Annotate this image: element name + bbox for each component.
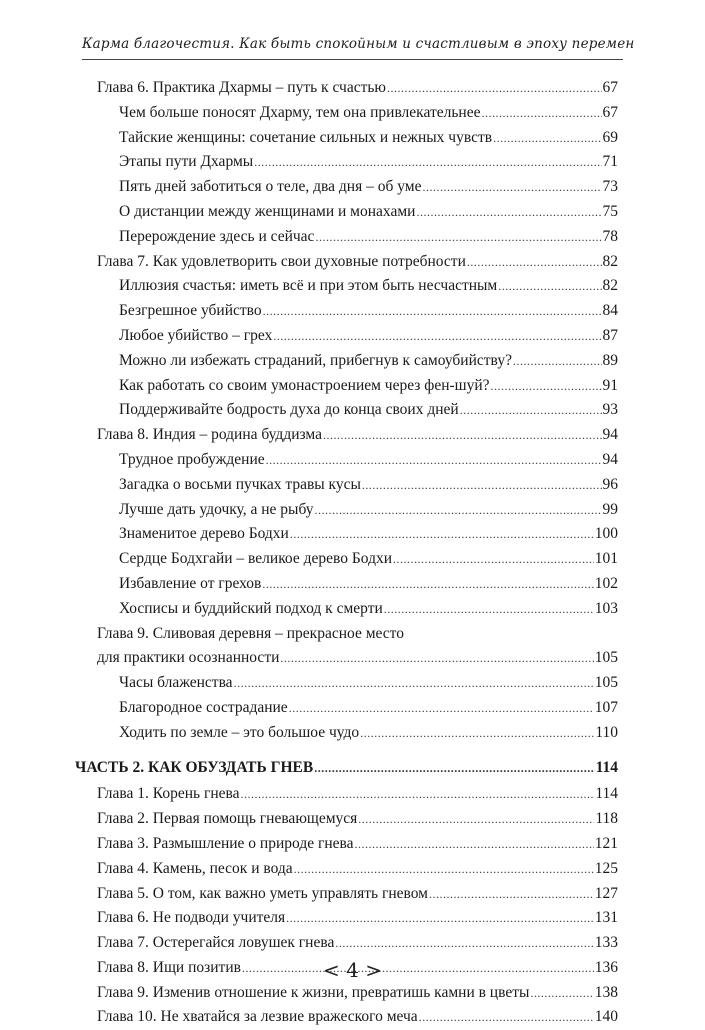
toc-section-entry[interactable] [97,721,618,746]
toc-entry-title: Этапы пути Дхармы [119,153,254,171]
toc-section-entry[interactable] [97,299,618,324]
toc-chapter-entry[interactable] [97,782,618,807]
toc-entry-page: 96 [602,475,618,493]
toc-dot-leader [354,832,593,857]
toc-dot-leader [429,882,594,907]
header-divider [82,59,623,60]
toc-section-entry[interactable] [97,473,618,498]
toc-section-entry[interactable] [97,522,618,547]
toc-entry-page: 118 [595,810,618,828]
toc-entry-page: 136 [594,958,618,976]
toc-entry-page: 67 [602,79,618,96]
toc-section-entry[interactable] [97,696,618,721]
toc-chapter-entry[interactable] [97,622,618,647]
toc-entry-title: Пять дней заботиться о теле, два дня – об уме [119,178,422,196]
toc-entry-page: 67 [602,103,618,121]
toc-entry-title: Поддерживайте бодрость духа до конца своих дней [119,401,459,419]
toc-dot-leader [358,807,594,832]
toc-entry-page: 82 [602,277,618,295]
toc-entry-title: Трудное пробуждение [119,450,265,468]
toc-dot-leader [393,547,594,572]
toc-dot-leader [290,522,594,547]
toc-entry-title: Сердце Бодхгайи – великое дерево Бодхи [119,550,392,568]
toc-entry-page: 138 [594,983,618,1001]
toc-entry-title: Чем больше поносят Дхарму, тем она привлекательнее [119,103,481,121]
toc-dot-leader [234,671,594,696]
toc-entry-page: 131 [594,909,618,927]
toc-dot-leader [419,1005,594,1030]
toc-entry-page: 127 [594,884,618,902]
toc-section-entry[interactable] [97,547,618,572]
toc-entry-page: 101 [594,550,618,568]
toc-entry-title: Глава 8. Индия – родина буддизма [97,426,322,444]
toc-dot-leader [498,274,601,299]
toc-chapter-entry[interactable] [97,906,618,931]
toc-section-entry[interactable] [97,324,618,349]
toc-entry-page: 107 [594,698,618,716]
toc-dot-leader [513,349,602,374]
toc-dot-leader [323,423,602,448]
toc-entry-title: Хосписы и буддийский подход к смерти [119,599,383,617]
toc-chapter-entry[interactable] [97,882,618,907]
toc-dot-leader [266,448,602,473]
toc-entry-title: Перерождение здесь и сейчас [119,227,315,245]
toc-dot-leader [493,126,601,151]
toc-section-entry[interactable] [97,398,618,423]
toc-entry-title: Как работать со своим умонастроением через фен-шуй? [119,376,490,394]
toc-entry-title: Глава 9. Сливовая деревня – прекрасное место [97,624,404,642]
toc-entry-page: 87 [602,326,618,344]
toc-dot-leader [262,572,593,597]
toc-entry-page: 114 [595,785,618,803]
toc-chapter-entry[interactable] [97,1005,618,1030]
toc-entry-page: 73 [602,178,618,196]
toc-entry-page: 121 [594,834,618,852]
toc-dot-leader [263,299,602,324]
toc-entry-page: 94 [602,450,618,468]
toc-entry-page: 78 [602,227,618,245]
toc-section-entry[interactable] [97,448,618,473]
toc-section-entry[interactable] [97,225,618,250]
toc-entry-page: 94 [602,426,618,444]
toc-entry-title: Глава 1. Корень гнева [97,785,240,803]
toc-dot-leader [481,101,601,126]
toc-dot-leader [315,225,601,250]
toc-chapter-entry[interactable] [97,857,618,882]
toc-entry-title: Знаменитое дерево Бодхи [119,525,289,543]
toc-part-entry[interactable] [75,756,618,781]
toc-section-entry[interactable] [97,597,618,622]
toc-entry-page: 82 [602,252,618,270]
toc-entry-title: Глава 9. Изменив отношение к жизни, превратишь камни в цветы [97,983,530,1001]
toc-entry-page: 114 [595,758,618,776]
toc-section-entry[interactable] [97,374,618,399]
toc-dot-leader [289,696,594,721]
toc-chapter-entry[interactable] [97,250,618,275]
toc-entry-page: 71 [602,153,618,171]
toc-section-entry[interactable] [97,498,618,523]
toc-entry-title: Загадка о восьми пучках травы кусы [119,475,361,493]
toc-entry-page: 89 [602,351,618,369]
toc-entry-title: О дистанции между женщинами и монахами [119,202,416,220]
toc-chapter-entry[interactable] [97,807,618,832]
toc-section-entry[interactable] [97,349,618,374]
toc-entry-title: Избавление от грехов [119,574,262,592]
toc-entry-title: Глава 3. Размышление о природе гнева [97,834,354,852]
toc-entry-title: Любое убийство – грех [119,326,273,344]
toc-entry-title: Глава 8. Ищи позитив [97,958,241,976]
toc-dot-leader [254,150,601,175]
page-number: < 4 > [323,958,382,982]
toc-entry-page: 69 [602,128,618,146]
toc-entry-title: Лучше дать удочку, а не рыбу [119,500,314,518]
toc-dot-leader [422,175,601,200]
toc-dot-leader [416,200,601,225]
toc-entry-page: 105 [594,649,618,667]
toc-section-entry[interactable] [97,175,618,200]
toc-section-entry[interactable] [97,274,618,299]
toc-dot-leader [315,498,602,523]
toc-section-entry[interactable] [97,671,618,696]
toc-entry-title: Ходить по земле – это большое чудо [119,723,360,741]
toc-entry-page: 105 [594,674,618,692]
toc-dot-leader [384,597,594,622]
toc-entry-page: 133 [594,934,618,952]
toc-section-entry[interactable] [97,101,618,126]
toc-dot-leader [314,756,594,781]
toc-entry-title: для практики осознанности [97,649,280,667]
toc-entry-title: Можно ли избежать страданий, прибегнув к самоубийству? [119,351,512,369]
toc-entry-page: 91 [602,376,618,394]
toc-dot-leader [360,721,594,746]
toc-entry-title: Тайские женщины: сочетание сильных и нежных чувств [119,128,493,146]
toc-entry-title: Глава 6. Практика Дхармы – путь к счастью [97,79,386,96]
toc-entry-page: 140 [594,1008,618,1026]
toc-dot-leader [467,250,602,275]
toc-dot-leader [362,473,602,498]
toc-chapter-entry[interactable] [97,423,618,448]
toc-entry-page: 103 [594,599,618,617]
toc-entry-page: 99 [602,500,618,518]
table-of-contents [75,76,618,1030]
toc-entry-page: 93 [602,401,618,419]
toc-entry-page: 84 [602,302,618,320]
toc-dot-leader [530,981,593,1006]
toc-chapter-entry[interactable] [97,646,618,671]
toc-entry-title: Глава 7. Как удовлетворить свои духовные потребности [97,252,466,270]
toc-dot-leader [273,324,601,349]
toc-entry-title: Глава 7. Остерегайся ловушек гнева [97,934,335,952]
toc-section-entry[interactable] [97,126,618,151]
toc-dot-leader [335,931,593,956]
toc-section-entry[interactable] [97,200,618,225]
toc-entry-page: 102 [594,574,618,592]
toc-entry-page: 100 [594,525,618,543]
toc-entry-title: ЧАСТЬ 2. КАК ОБУЗДАТЬ ГНЕВ [75,758,314,776]
toc-chapter-entry[interactable] [97,832,618,857]
running-header: Карма благочестия. Как быть спокойным и счастливым в эпоху перемен [82,36,635,52]
toc-dot-leader [491,374,602,399]
toc-entry-title: Глава 6. Не подводи учителя [97,909,286,927]
toc-entry-title: Часы блаженства [119,674,233,692]
toc-dot-leader [241,782,595,807]
toc-section-entry[interactable] [97,150,618,175]
toc-entry-title: Глава 10. Не хватайся за лезвие вражеского меча [97,1008,418,1026]
toc-dot-leader [460,398,602,423]
toc-entry-title: Глава 4. Камень, песок и вода [97,859,293,877]
toc-dot-leader [294,857,594,882]
toc-chapter-entry[interactable] [97,76,618,101]
toc-entry-page: 125 [594,859,618,877]
toc-chapter-entry[interactable] [97,981,618,1006]
toc-entry-title: Глава 2. Первая помощь гневающемуся [97,810,358,828]
toc-entry-title: Иллюзия счастья: иметь всё и при этом быть несчастным [119,277,498,295]
toc-entry-page: 110 [595,723,618,741]
toc-entry-page: 75 [602,202,618,220]
toc-dot-leader [286,906,594,931]
toc-dot-leader [280,646,593,671]
toc-entry-title: Благородное сострадание [119,698,288,716]
toc-entry-title: Глава 5. О том, как важно уметь управлять гневом [97,884,428,902]
toc-section-entry[interactable] [97,572,618,597]
toc-chapter-entry[interactable] [97,931,618,956]
toc-entry-title: Безгрешное убийство [119,302,262,320]
toc-dot-leader [387,76,602,101]
